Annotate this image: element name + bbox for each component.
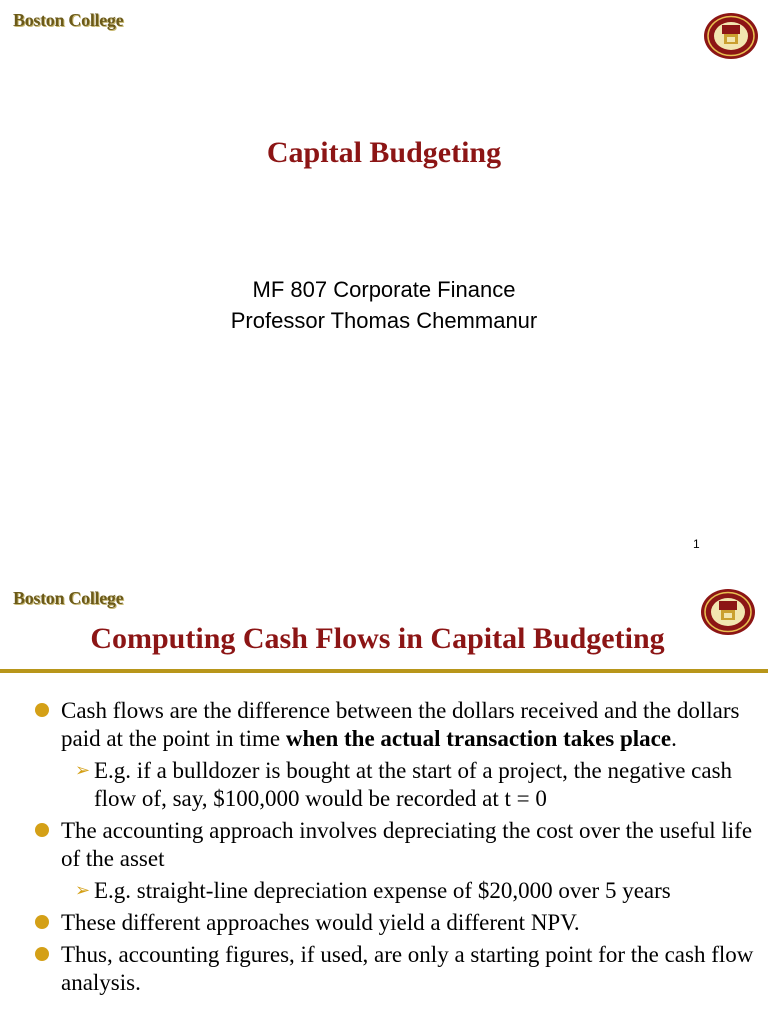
page-number: 1	[693, 537, 700, 551]
title-divider	[0, 669, 768, 673]
bullet-icon	[35, 823, 49, 837]
professor-name: Professor Thomas Chemmanur	[230, 308, 538, 333]
list-item	[0, 941, 768, 997]
sub-list-item	[0, 757, 768, 813]
sub-list-item	[0, 877, 768, 905]
bullet-text: These different approaches would yield a different NPV.	[61, 910, 580, 935]
list-item	[0, 817, 768, 873]
bullet-emphasis: when the actual transaction takes place	[285, 726, 672, 751]
content-slide	[0, 576, 768, 1024]
sub-bullet-text: E.g. if a bulldozer is bought at the start of a project, the negative cash flow of, say, $100,000 would be recorded at t = 0	[94, 758, 733, 811]
arrow-bullet-icon: ➢	[75, 880, 91, 901]
bullet-end: .	[671, 726, 677, 751]
slide-title: Capital Budgeting	[266, 136, 502, 169]
arrow-bullet-icon: ➢	[75, 760, 91, 781]
boston-college-seal-icon	[703, 12, 759, 60]
bullet-text: The accounting approach involves depreciating the cost over the useful life of the asset	[61, 818, 753, 871]
bullet-text: Cash flows are the difference between the dollars received and the dollars paid at the point in time	[61, 698, 740, 751]
course-name: MF 807 Corporate Finance	[252, 277, 516, 302]
bullet-icon	[35, 947, 49, 961]
sub-bullet-text: E.g. straight-line depreciation expense of $20,000 over 5 years	[94, 878, 671, 903]
bullet-text: Thus, accounting figures, if used, are only a starting point for the cash flow analysis.	[61, 942, 754, 995]
bullet-icon	[35, 703, 49, 717]
brand-label: Boston College	[13, 10, 124, 30]
list-item	[0, 697, 768, 753]
list-item	[0, 909, 768, 937]
slide-title: Computing Cash Flows in Capital Budgeting	[90, 622, 665, 655]
brand-label: Boston College	[13, 588, 124, 608]
bullet-list	[0, 697, 768, 1001]
bullet-icon	[35, 915, 49, 929]
